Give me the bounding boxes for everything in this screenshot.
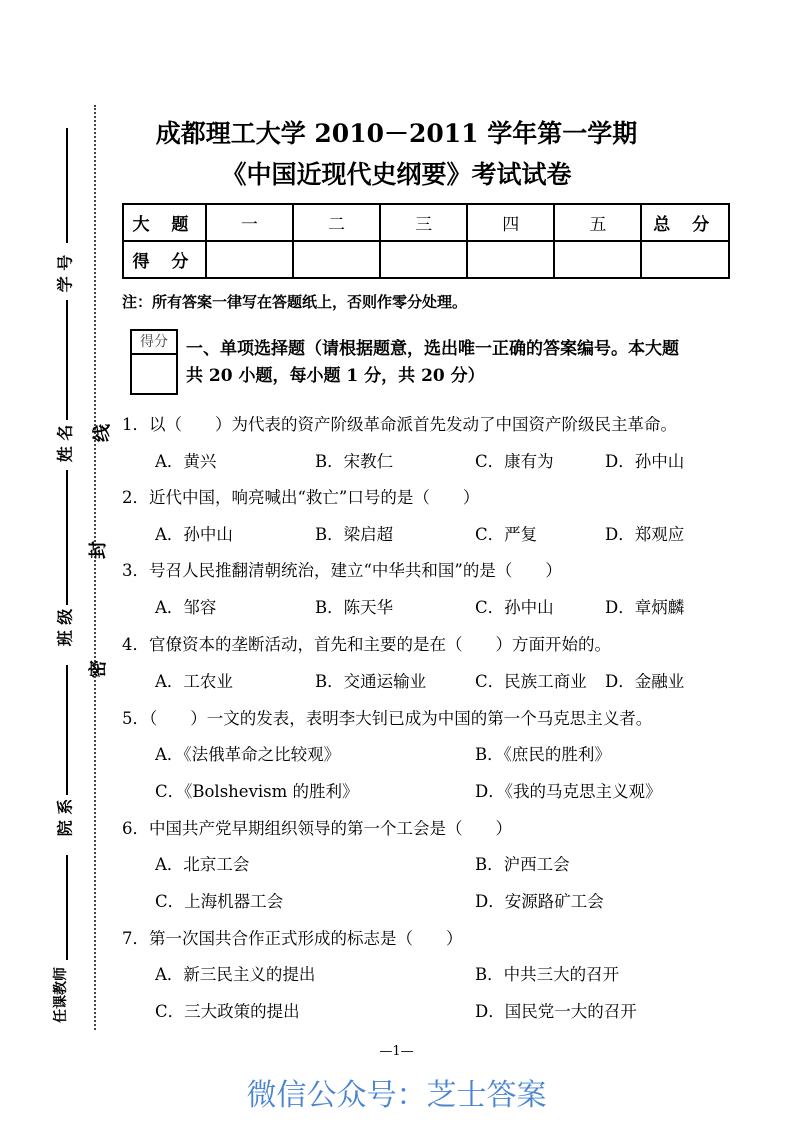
score-table-header-row: [123, 204, 729, 241]
header-cell: 总 分: [641, 204, 729, 241]
section-heading-line-1: 一、单项选择题（请根据题意，选出唯一正确的答案编号。本大题: [186, 339, 679, 359]
option: A．黄兴: [155, 452, 217, 471]
option: A．孙中山: [155, 525, 233, 544]
score-cell: [554, 241, 641, 278]
section-score-box: [130, 329, 178, 395]
question-6: 6．中国共产党早期组织领导的第一个工会是（ ）: [122, 819, 512, 838]
question-3: 3．号召人民推翻清朝统治，建立“中华共和国”的是（ ）: [122, 561, 562, 580]
option: B．梁启超: [315, 525, 394, 544]
header-cell: 五: [554, 204, 641, 241]
header-cell: 三: [380, 204, 467, 241]
header-cell: 大 题: [123, 204, 206, 241]
option: D．《我的马克思主义观》: [475, 782, 662, 801]
section-score-label: 得分: [132, 331, 176, 355]
option: A．邹容: [155, 598, 217, 617]
seal-seal-text: 封: [88, 541, 109, 559]
header-cell: 二: [293, 204, 380, 241]
class-line: [66, 470, 68, 605]
option: B．陈天华: [315, 598, 394, 617]
score-cell: [641, 241, 729, 278]
option: D．国民党一大的召开: [475, 1002, 637, 1021]
note: 注：所有答案一律写在答题纸上，否则作零分处理。: [122, 293, 468, 311]
option: C．严复: [475, 525, 538, 544]
student-id-label: 学 号: [55, 254, 75, 293]
teacher-label: 任课教师: [53, 967, 69, 1023]
option: C．三大政策的提出: [155, 1002, 300, 1021]
score-cell: [467, 241, 554, 278]
option: D．安源路矿工会: [475, 892, 604, 911]
option: D．金融业: [605, 672, 685, 691]
name-label: 姓 名: [55, 424, 75, 463]
option: C．康有为: [475, 452, 554, 471]
option: D．章炳麟: [605, 598, 685, 617]
option: B．交通运输业: [315, 672, 427, 691]
option: D．郑观应: [605, 525, 685, 544]
score-table: [122, 203, 730, 279]
option: C．民族工商业: [475, 672, 587, 691]
seal-secret-text: 密: [88, 660, 109, 678]
option: A．北京工会: [155, 855, 250, 874]
class-label: 班 级: [55, 608, 75, 647]
watermark: 微信公众号：芝士答案: [246, 1078, 547, 1113]
seal-dotted-line: [94, 105, 96, 1030]
score-table-score-row: [123, 241, 729, 278]
option: C．上海机器工会: [155, 892, 284, 911]
seal-line-text: 线: [92, 424, 113, 442]
teacher-line: [66, 855, 68, 960]
option: B．沪西工会: [475, 855, 570, 874]
option: A．《法俄革命之比较观》: [155, 745, 341, 764]
option: A．工农业: [155, 672, 233, 691]
question-5: 5．（ ）一文的发表，表明李大钊已成为中国的第一个马克思主义者。: [122, 709, 653, 728]
score-cell: [380, 241, 467, 278]
option: B．宋教仁: [315, 452, 394, 471]
title-line-2: 《中国近现代史纲要》考试试卷: [221, 160, 572, 189]
option: B．《庶民的胜利》: [475, 745, 611, 764]
page-number: —1—: [379, 1044, 414, 1059]
question-2: 2．近代中国，响亮喊出“救亡”口号的是（ ）: [122, 488, 480, 507]
department-label: 院 系: [55, 798, 75, 837]
question-4: 4．官僚资本的垄断活动，首先和主要的是在（ ）方面开始的。: [122, 635, 611, 654]
question-1: 1．以（ ）为代表的资产阶级革命派首先发动了中国资产阶级民主革命。: [122, 415, 677, 434]
title-line-1: 成都理工大学 2010－2011 学年第一学期: [155, 119, 638, 148]
option: B．中共三大的召开: [475, 965, 620, 984]
header-cell: 四: [467, 204, 554, 241]
question-7: 7．第一次国共合作正式形成的标志是（ ）: [122, 929, 463, 948]
name-line: [66, 300, 68, 420]
score-label-cell: 得 分: [123, 241, 206, 278]
score-cell: [293, 241, 380, 278]
option: A．新三民主义的提出: [155, 965, 316, 984]
option: C．孙中山: [475, 598, 554, 617]
header-cell: 一: [206, 204, 293, 241]
option: D．孙中山: [605, 452, 685, 471]
department-line: [66, 665, 68, 795]
option: C．《Bolshevism 的胜利》: [155, 782, 359, 801]
section-heading-line-2: 共 20 小题，每小题 1 分，共 20 分）: [186, 366, 485, 386]
score-cell: [206, 241, 293, 278]
